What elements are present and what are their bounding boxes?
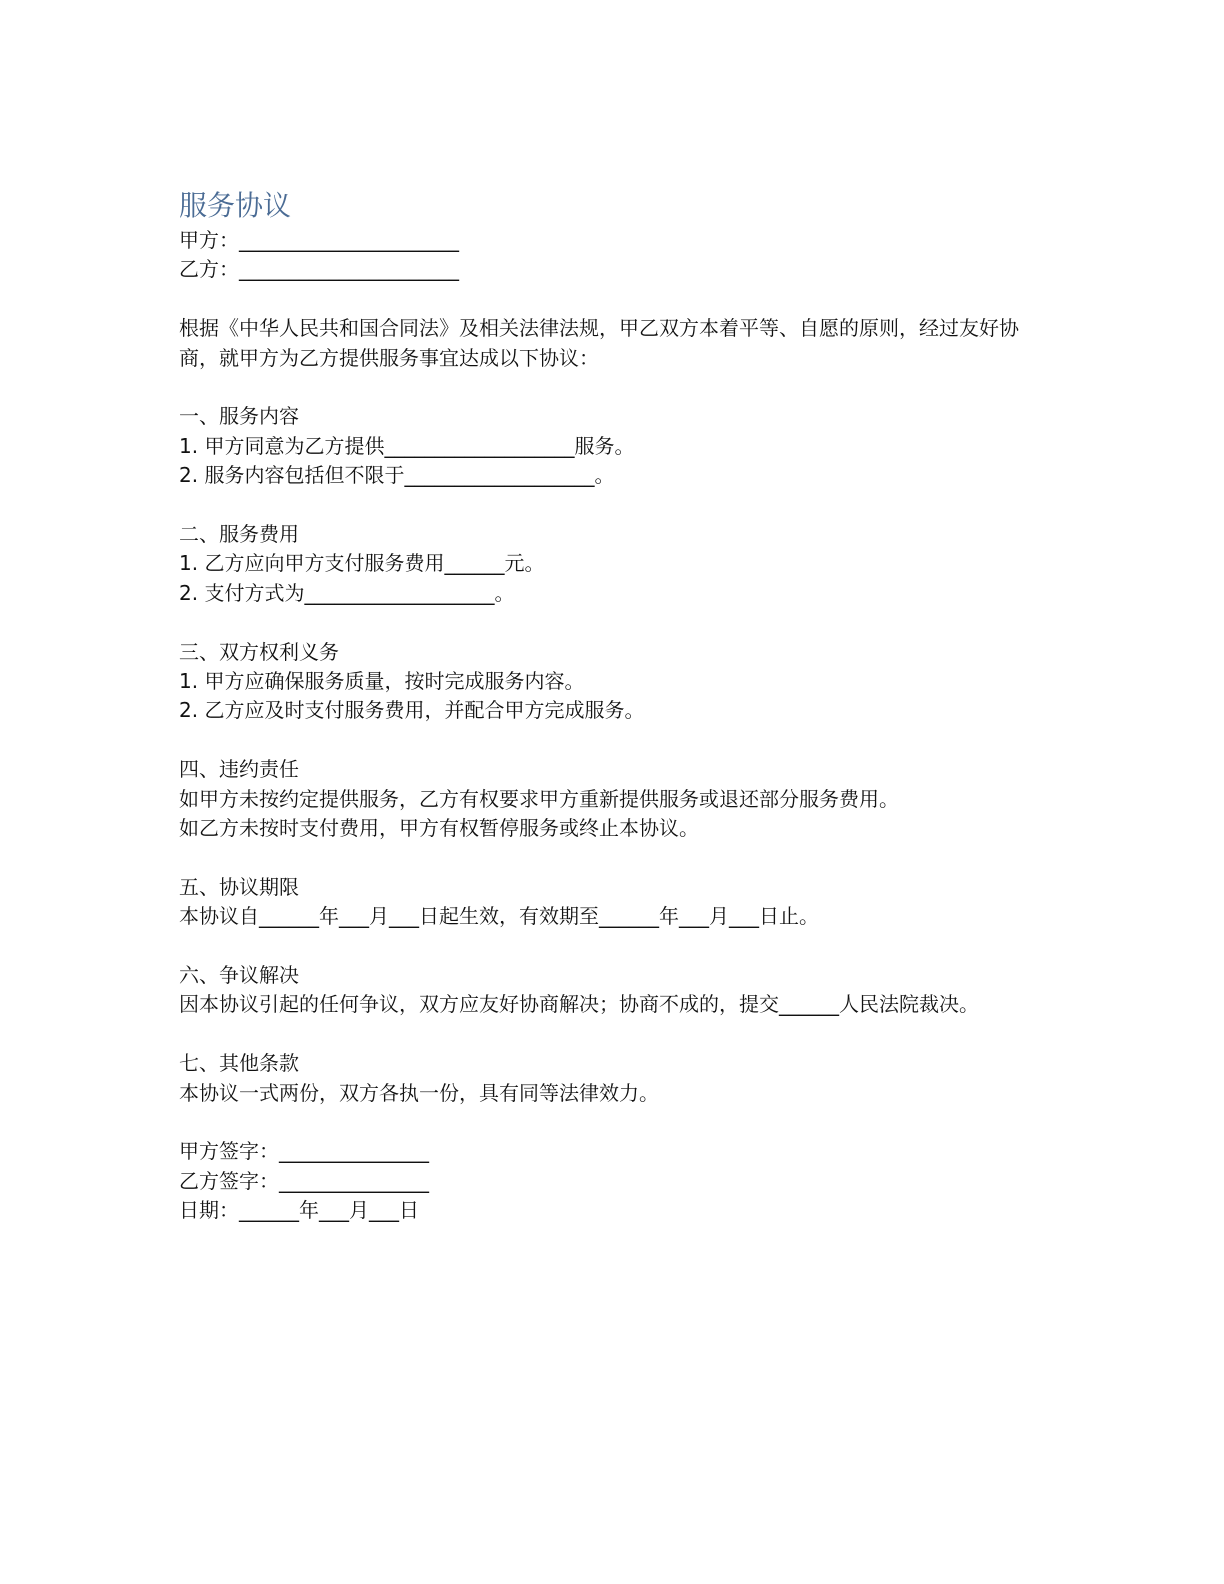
section-heading: 七、其他条款 [179, 1051, 299, 1076]
spacer [179, 932, 1039, 961]
spacer [179, 726, 1039, 755]
signature-date: 日期：______年___月___日 [179, 1198, 419, 1223]
party-a-blank: ______________________ [239, 228, 459, 252]
section-line: 本协议自______年___月___日起生效，有效期至______年___月___日止。 [179, 904, 819, 929]
spacer [179, 491, 1039, 520]
section-line: 2. 服务内容包括但不限于___________________。 [179, 463, 615, 488]
section-heading: 二、服务费用 [179, 522, 299, 547]
section-line: 如甲方未按约定提供服务，乙方有权要求甲方重新提供服务或退还部分服务费用。 [179, 786, 899, 811]
spacer [179, 373, 1039, 402]
party-b-label: 乙方： [179, 257, 239, 282]
section-heading: 四、违约责任 [179, 757, 299, 782]
party-b-line [179, 255, 1039, 284]
section-heading: 六、争议解决 [179, 963, 299, 988]
document-title: 服务协议 [179, 189, 292, 222]
party-a-line [179, 226, 1039, 255]
section-heading: 三、双方权利义务 [179, 639, 339, 664]
party-b-blank: ______________________ [239, 257, 459, 282]
preamble: 根据《中华人民共和国合同法》及相关法律法规，甲乙双方本着平等、自愿的原则，经过友好协商，就甲方为乙方提供服务事宜达成以下协议： [179, 316, 1019, 370]
spacer [179, 608, 1039, 637]
section-line: 1. 乙方应向甲方支付服务费用______元。 [179, 551, 545, 576]
spacer [179, 843, 1039, 872]
section-line: 2. 乙方应及时支付服务费用，并配合甲方完成服务。 [179, 698, 645, 723]
spacer [179, 1020, 1039, 1049]
party-a-label: 甲方： [179, 228, 239, 252]
spacer [179, 285, 1039, 314]
document-page [179, 186, 1039, 1226]
section-heading: 五、协议期限 [179, 874, 299, 899]
section-heading: 一、服务内容 [179, 404, 299, 429]
section-line: 2. 支付方式为___________________。 [179, 580, 515, 605]
spacer [179, 1108, 1039, 1137]
section-line: 本协议一式两份，双方各执一份，具有同等法律效力。 [179, 1080, 659, 1105]
section-line: 1. 甲方同意为乙方提供___________________服务。 [179, 433, 635, 458]
section-line: 1. 甲方应确保服务质量，按时完成服务内容。 [179, 669, 585, 694]
section-line: 如乙方未按时支付费用，甲方有权暂停服务或终止本协议。 [179, 816, 699, 841]
section-line: 因本协议引起的任何争议，双方应友好协商解决；协商不成的，提交______人民法院裁决。 [179, 992, 979, 1017]
signature-party-a: 甲方签字：_______________ [179, 1139, 429, 1164]
signature-party-b: 乙方签字：_______________ [179, 1168, 429, 1193]
